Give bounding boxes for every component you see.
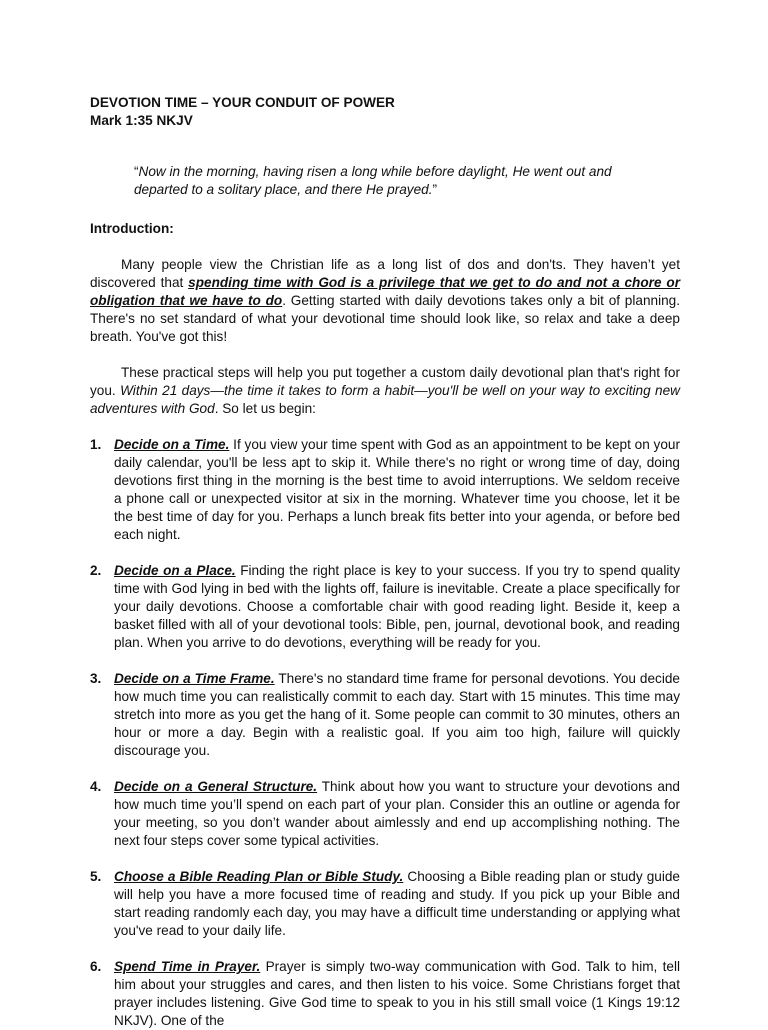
paragraph-1-lead: Many people view the Christian life as a long list of dos and don'ts. They haven’t yet discovered that xyxy=(90,257,680,290)
step-title: Choose a Bible Reading Plan or Bible Study. xyxy=(114,869,404,884)
paragraph-2-rest: . So let us begin: xyxy=(214,401,316,416)
list-item xyxy=(90,562,680,652)
step-text: Finding the right place is key to your success. If you try to spend quality time with God lying in bed with the lights off, failure is inevitable. Create a place specifically for your daily devotions. Choose a comfortable chair with good reading light. Beside it, keep a basket filled with all of your devotional tools: Bible, pen, journal, devotional book, and reading plan. When you arrive to do devotions, everything will be ready for you. xyxy=(114,563,680,650)
paragraph-1-emphasis: spending time with God is a privilege that we get to do and not a chore or obligation that we have to do xyxy=(90,275,680,308)
quote-open-mark: “ xyxy=(134,164,139,179)
paragraph-2-lead: These practical steps will help you put together a custom daily devotional plan that's right for you. xyxy=(90,365,680,398)
step-title: Decide on a Time. xyxy=(114,437,230,452)
step-text: Think about how you want to structure your devotions and how much time you’ll spend on each part of your plan. Consider this an outline or agenda for your meeting, so you don’t wander about aimlessly and end up accomplishing nothing. The next four steps cover some typical activities. xyxy=(114,779,680,848)
step-text: Choosing a Bible reading plan or study guide will help you have a more focused time of reading and study. If you pick up your Bible and start reading randomly each day, you may have a difficult time understanding or applying what you've read to your daily life. xyxy=(114,869,680,938)
step-title: Decide on a Time Frame. xyxy=(114,671,275,686)
intro-paragraph-1 xyxy=(90,256,680,346)
list-item xyxy=(90,670,680,760)
paragraph-1-rest: . Getting started with daily devotions takes only a bit of planning. There's no set standard of what your devotional time should look like, so relax and take a deep breath. You've got this! xyxy=(90,293,680,344)
paragraph-2-italic: Within 21 days—the time it takes to form a habit—you'll be well on your way to exciting new adventures with God xyxy=(90,383,680,416)
step-title: Spend Time in Prayer. xyxy=(114,959,261,974)
list-item xyxy=(90,868,680,940)
step-text: There's no standard time frame for personal devotions. You decide how much time you can realistically commit to each day. Start with 15 minutes. This time may stretch into more as you get the hang of it. Some people can commit to 30 minutes, others an hour or more a day. Begin with a realistic goal. If you aim too high, failure will quickly discourage you. xyxy=(114,671,680,758)
document-header xyxy=(90,94,680,130)
document-title: DEVOTION TIME – YOUR CONDUIT OF POWER xyxy=(90,95,395,110)
list-item xyxy=(90,778,680,850)
quote-text: Now in the morning, having risen a long while before daylight, He went out and departed to a solitary place, and there He prayed. xyxy=(134,164,612,197)
step-number: 5. xyxy=(90,869,102,884)
step-number: 6. xyxy=(90,959,102,974)
list-item xyxy=(90,436,680,544)
intro-paragraph-2 xyxy=(90,364,680,418)
steps-list xyxy=(90,436,680,1030)
step-text: If you view your time spent with God as an appointment to be kept on your daily calendar, you'll be less apt to skip it. While there's no right or wrong time of day, doing devotions first thing in the morning is the best time to avoid interruptions. We seldom receive a phone call or unexpected visitor at six in the morning. Whatever time you choose, let it be the best time of day for you. Perhaps a lunch break fits better into your agenda, or before bed each night. xyxy=(114,437,680,542)
introduction-heading: Introduction: xyxy=(90,221,174,236)
step-number: 1. xyxy=(90,437,102,452)
scripture-quote xyxy=(134,163,654,199)
step-title: Decide on a General Structure. xyxy=(114,779,318,794)
step-title: Decide on a Place. xyxy=(114,563,236,578)
quote-close-mark: ” xyxy=(432,182,438,197)
step-number: 2. xyxy=(90,563,102,578)
list-item xyxy=(90,958,680,1030)
step-number: 3. xyxy=(90,671,102,686)
step-text: Prayer is simply two-way communication with God. Talk to him, tell him about your struggles and cares, and then listen to his voice. Some Christians forget that prayer includes listening. Give God time to speak to you in his still small voice (1 Kings 19:12 NKJV). One of the xyxy=(114,959,680,1028)
scripture-reference: Mark 1:35 NKJV xyxy=(90,113,193,128)
step-number: 4. xyxy=(90,779,102,794)
